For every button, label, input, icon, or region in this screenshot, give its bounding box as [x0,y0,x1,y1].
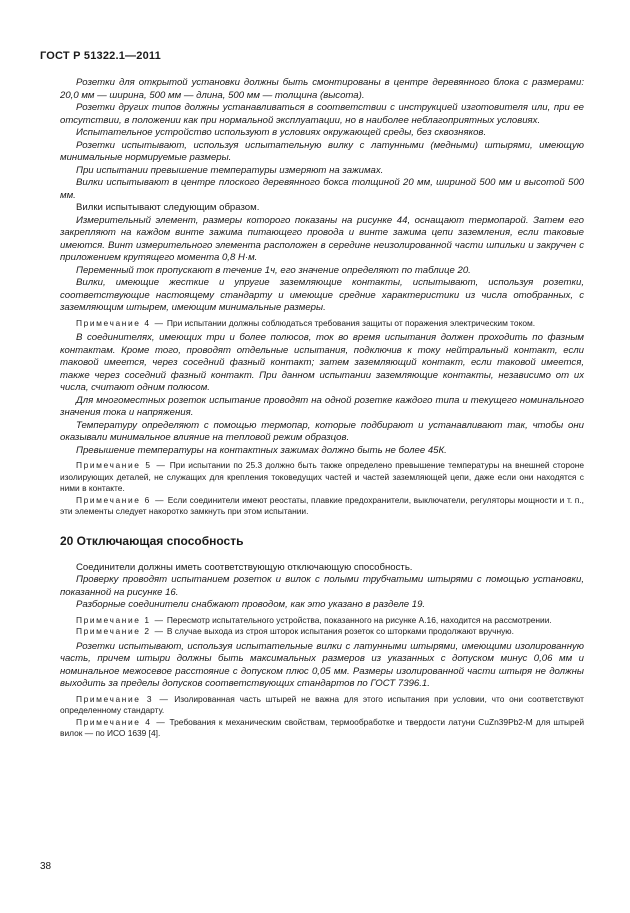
paragraph: Температуру определяют с помощью термопар, которые подбирают и устанавливают так, чтобы они оказывали минимальное влияние на тепловой режим образцов. [60,419,584,443]
note [60,495,584,518]
paragraph: Для многоместных розеток испытание проводят на одной розетке каждого типа и текущего номинального значения тока и напряжения. [60,394,584,418]
paragraph: Превышение температуры на контактных зажимах должно быть не более 45К. [76,444,447,456]
paragraph: Вилки испытывают в центре плоского деревянного бокса толщиной 20 мм, шириной 500 мм и высотой 500 мм. [60,177,584,201]
note [60,460,584,495]
note-text: Пересмотр испытательного устройства, показанного на рисунке А.16, находится на рассмотрении. [166,614,552,625]
note-text: Если соединители имеют реостаты, плавкие предохранители, выключатели, регуляторы мощности и т. п., эти элементы следует накоротко замкнуть при этом испытании. [60,494,584,516]
paragraph: При испытании превышение температуры измеряют на зажимах. [76,164,384,176]
note-text: При испытании должны соблюдаться требования защиты от поражения электрическим током. [166,317,536,328]
note-label: Примечание 2 — [76,626,165,636]
page-body [60,77,584,740]
paragraph: Вилки, имеющие жесткие и упругие заземляющие контакты, испытывают, используя розетки, соответствующие настоящему стандарту и имеющие средние характеристики из числа отобранных, с заземляющим штырем, имеющим минимальные размеры. [60,277,584,313]
paragraph: Розетки других типов должны устанавливаться в соответствии с инструкцией изготовителя или, при ее отсутствии, в положении как при нормальной эксплуатации, но в наиболее неблагоприятных условиях. [60,102,584,126]
paragraph: Проверку проводят испытанием розеток и вилок с полыми трубчатыми штырями с помощью установки, показанной на рисунке 16. [60,574,584,598]
paragraph: Розетки для открытой установки должны быть смонтированы в центре деревянного блока с размерами: 20,0 мм — ширина, 500 мм — длина, 500 мм — толщина (высота). [60,77,584,101]
document-header: ГОСТ Р 51322.1—2011 [40,50,161,62]
paragraph: Розетки испытывают, используя испытательные вилки с латунными штырями, имеющими изолированную часть, причем штыри должны быть максимальных размеров из указанных с допуском минус 0,06 мм и номинальное межосевое расстояние с допуском плюс 0,05 мм. Размеры изолированной части штыря не должны выходить за пределы допусков соответствующих стандартов по ГОСТ 7396.1. [60,640,584,689]
note-text: Требования к механическим свойствам, термообработке и твердости латуни CuZn39Pb2-M для штырей вилок — по ИСО 1639 [4]. [60,716,584,738]
page-number: 38 [40,861,52,872]
section-heading-wrap [60,534,584,549]
paragraph: Измерительный элемент, размеры которого показаны на рисунке 44, оснащают термопарой. Затем его закрепляют на каждом винте зажима питающего провода и винте зажима цепи заземления, если таковые имеются. Винт измерительного элемента расположен в середине неизолированной части шпильки и закручен с приложением крутящего момента 0,8 Н·м. [60,214,584,263]
note-text: Изолированная часть штырей не важна для этого испытания при условии, что они соответствуют определенному стандарту. [60,693,585,715]
note-text: При испытании по 25.3 должно быть также определено превышение температуры на внешней стороне изолирующих деталей, не служащих для крепления токоведущих частей и частей заземляющей цепи, даже если они находятся с ними в контакте. [60,460,585,493]
note-label: Примечание 4 — [76,716,167,727]
note [60,717,584,740]
note [60,318,584,330]
note-label: Примечание 3 — [76,693,170,704]
paragraph: Соединители должны иметь соответствующую отключающую способность. [76,561,413,573]
paragraph: Розетки испытывают, используя испытательную вилку с латунными (медными) штырями, имеющую минимальные нормируемые размеры. [60,139,584,163]
note [60,615,584,627]
paragraph: Испытательное устройство используют в условиях окружающей среды, без сквозняков. [76,127,487,138]
paragraph: Разборные соединители снабжают проводом, как это указано в разделе 19. [76,599,426,610]
paragraph: Вилки испытывают следующим образом. [76,202,260,213]
note-label: Примечание 6 — [76,494,166,505]
paragraph: Переменный ток пропускают в течение 1ч, его значение определяют по таблице 20. [76,264,471,276]
section-heading: 20 Отключающая способность [60,533,244,548]
note [60,626,584,638]
note-label: Примечание 5 — [76,460,167,470]
note-label: Примечание 4 — [76,317,165,328]
paragraph: В соединителях, имеющих три и более полюсов, ток во время испытания должен проходить по фазным контактам. Кроме того, проводят отдельные испытания, подключив к току нейтральный контакт, если таковой имеется, через соседний фазный контакт; затем заземляющий контакт, если таковой имеется, также через соседний фазный контакт. При данном испытании заземляющие контакты, независимо от их числа, считают одним полюсом. [60,332,584,393]
note-label: Примечание 1 — [76,614,165,625]
note [60,694,584,717]
note-text: В случае выхода из строя шторок испытания розеток со шторками продолжают вручную. [166,626,514,636]
